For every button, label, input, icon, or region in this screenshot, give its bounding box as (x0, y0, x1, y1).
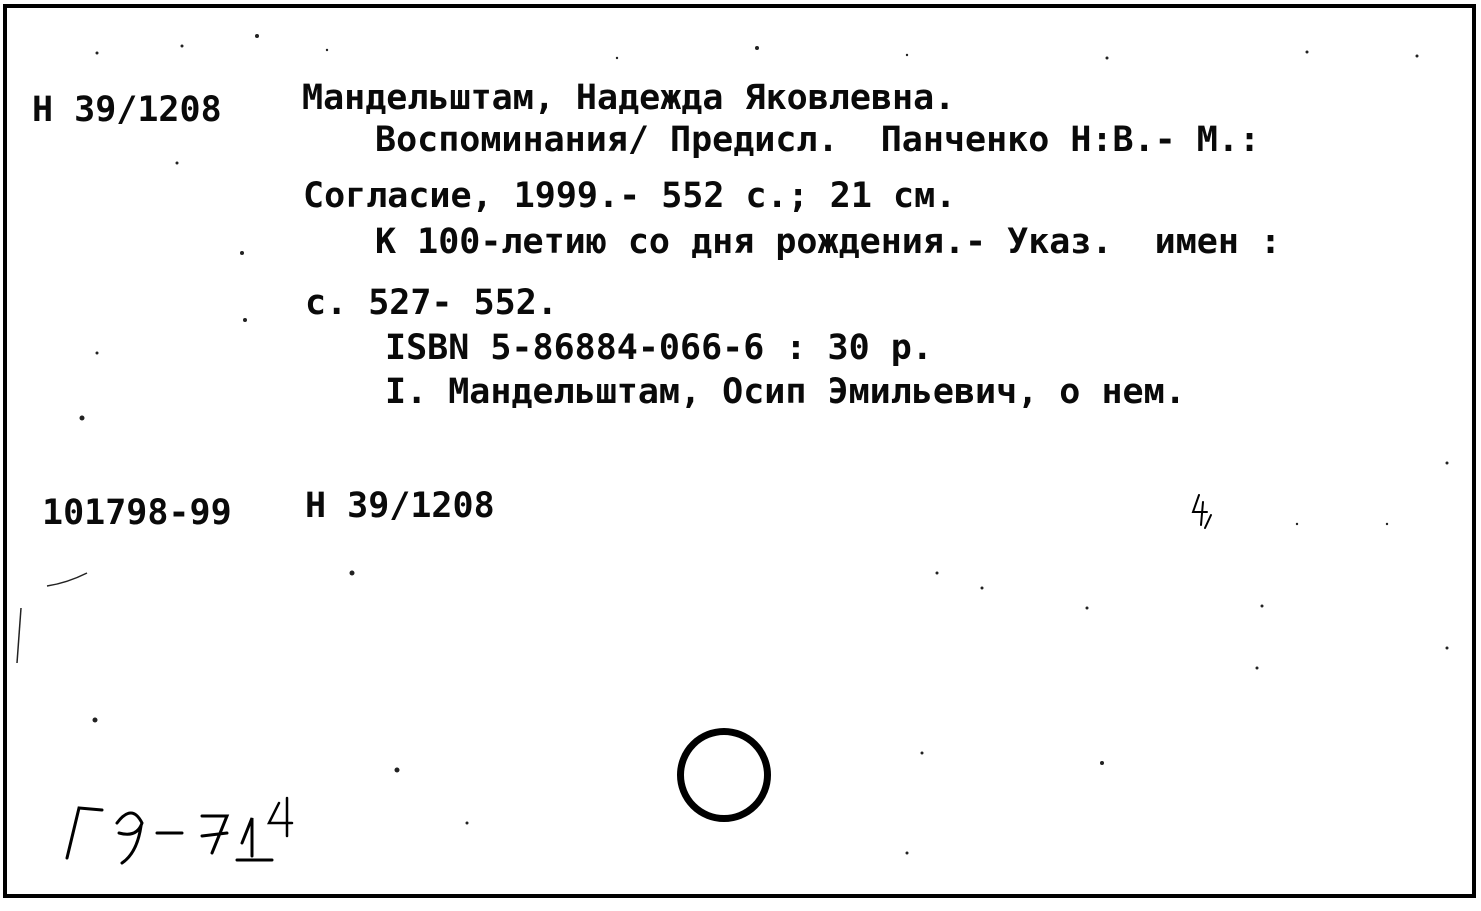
accession-number: 101798-99 (42, 493, 232, 533)
handwritten-mark (1187, 490, 1227, 530)
publication-line: Согласие, 1999.- 552 с.; 21 см. (303, 176, 957, 216)
handwritten-code (57, 778, 317, 878)
title-line: Воспоминания/ Предисл. Панченко Н:В.- М.: (375, 120, 1261, 160)
catalog-card (3, 4, 1476, 898)
subject-line: I. Мандельштам, Осип Эмильевич, о нем. (385, 372, 1186, 412)
note-line-2: с. 527- 552. (305, 283, 558, 323)
author-name: Мандельштам, Надежда Яковлевна. (302, 78, 956, 118)
note-line-1: К 100-летию со дня рождения.- Указ. имен : (375, 222, 1282, 262)
punch-hole (677, 728, 771, 822)
shelf-mark-repeat: Н 39/1208 (305, 486, 495, 526)
shelf-mark: Н 39/1208 (32, 90, 222, 130)
isbn-line: ISBN 5-86884-066-6 : 30 р. (385, 328, 933, 368)
